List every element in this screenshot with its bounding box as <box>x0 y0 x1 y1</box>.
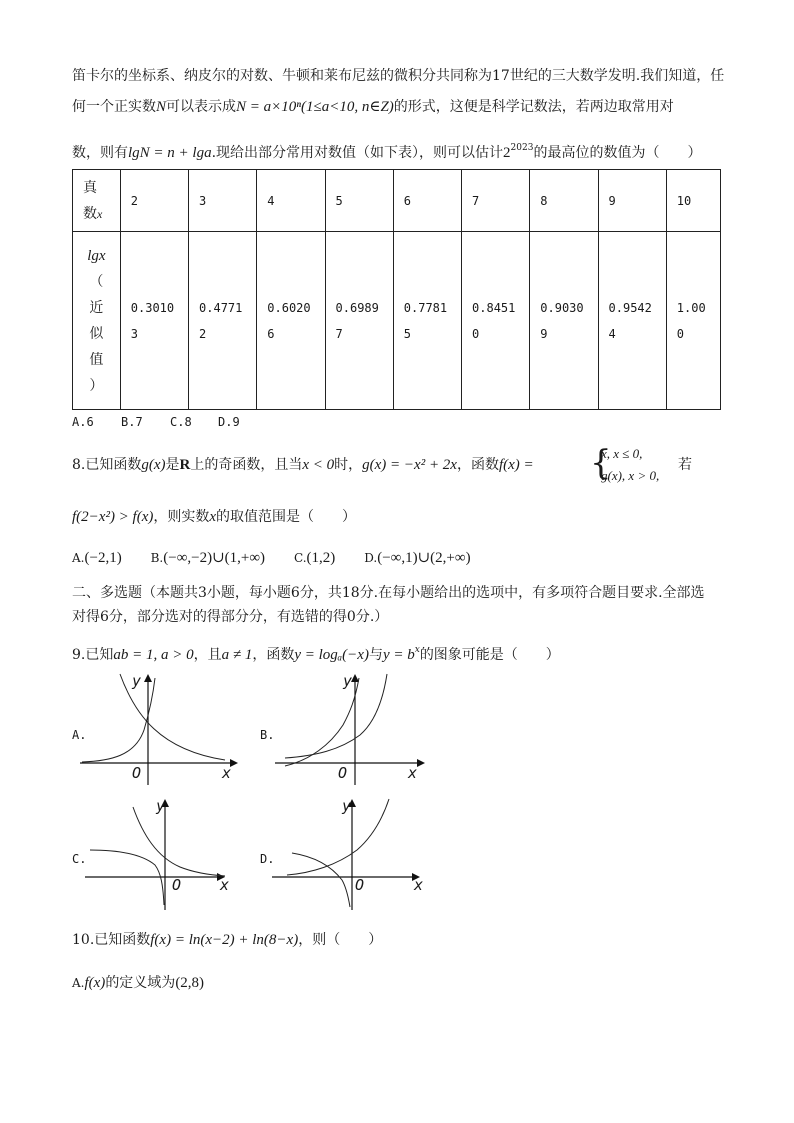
axis-x-label: x <box>222 764 232 782</box>
q7-option-b[interactable]: B.7 <box>121 415 143 429</box>
q9-graph-d[interactable] <box>272 795 432 910</box>
axis-y-label: y <box>156 797 166 815</box>
intro-line-1: 笛卡尔的坐标系、纳皮尔的对数、牛顿和莱布尼兹的微积分共同称为17世纪的三大数学发明.我们知道，任 <box>72 68 725 84</box>
origin-label: O <box>172 876 182 894</box>
q8-stem-line-1: 8.已知函数g(x)是R上的奇函数，且当x < 0时，g(x) = −x² + 2x，函数f(x) = <box>72 457 534 473</box>
table-cell: 0.9542 4 <box>598 232 666 410</box>
piecewise-case-1: x, x ≤ 0, <box>601 446 643 461</box>
log-table <box>72 169 721 410</box>
table-cell: 6 <box>393 170 461 232</box>
table-cell: 5 <box>325 170 393 232</box>
table-cell: 0.6989 7 <box>325 232 393 410</box>
table-cell: 0.7781 5 <box>393 232 461 410</box>
table-row-x <box>73 170 721 232</box>
q7-option-d[interactable]: D.9 <box>218 415 240 429</box>
origin-label: O <box>132 764 142 782</box>
table-cell: 3 <box>189 170 257 232</box>
axis-y-label: y <box>132 672 142 690</box>
table-cell: 10 <box>666 170 720 232</box>
q9-option-c-label[interactable]: C. <box>72 852 87 866</box>
table-cell: 1.00 0 <box>666 232 720 410</box>
table-header-lg: lgx （ 近 似 值 ） <box>73 232 121 410</box>
q8-option-c[interactable]: C.(1,2) <box>293 550 336 566</box>
table-header-x: 真 数x <box>73 170 121 232</box>
table-cell: 2 <box>120 170 188 232</box>
log-formula: lgN = n + lga <box>128 145 212 161</box>
section2-heading-line-1: 二、多选题（本题共3小题，每小题6分，共18分.在每小题给出的选项中，有多项符合题目要求.全部选 <box>72 585 705 601</box>
table-cell: 4 <box>257 170 325 232</box>
axis-y-label: y <box>343 672 353 690</box>
intro-line-2: 何一个正实数N可以表示成N = a×10ⁿ(1≤a<10, n∈Z)的形式，这便是科学记数法，若两边取常用对 <box>72 99 674 115</box>
table-cell: 8 <box>530 170 598 232</box>
q9-stem: 9.已知ab = 1, a > 0，且a ≠ 1，函数y = logₐ(−x)与$y = b^x$的图象可能是（ ） <box>72 645 560 663</box>
q9-option-b-label[interactable]: B. <box>260 728 275 742</box>
q9-option-d-label[interactable]: D. <box>260 852 275 866</box>
q9-option-a-label[interactable]: A. <box>72 728 87 742</box>
table-row-lg <box>73 232 721 410</box>
intro-line-3: 数，则有lgN = n + lga.现给出部分常用对数值（如下表），则可以估计$2^{2023}$的最高位的数值为（ ） <box>72 143 702 161</box>
q8-options <box>72 548 471 568</box>
q8-option-a[interactable]: A.(−2,1) <box>72 550 122 566</box>
table-cell: 7 <box>462 170 530 232</box>
q8-option-b[interactable]: B.(−∞,−2)∪(1,+∞) <box>150 550 266 566</box>
q8-stem-line-2: f(2−x²) > f(x)，则实数x的取值范围是（ ） <box>72 509 357 525</box>
axis-y-label: y <box>342 797 352 815</box>
q7-option-a[interactable]: A.6 <box>72 415 94 429</box>
table-cell: 0.3010 3 <box>120 232 188 410</box>
origin-label: O <box>338 764 348 782</box>
table-cell: 0.8451 0 <box>462 232 530 410</box>
axis-x-label: x <box>220 876 230 894</box>
q8-ruo: 若 <box>678 457 692 473</box>
q7-option-c[interactable]: C.8 <box>170 415 192 429</box>
table-cell: 0.4771 2 <box>189 232 257 410</box>
table-cell: 0.9030 9 <box>530 232 598 410</box>
q10-stem: 10.已知函数f(x) = ln(x−2) + ln(8−x)，则（ ） <box>72 932 383 948</box>
piecewise-brace: { <box>590 443 612 483</box>
q9-graph-a[interactable] <box>80 670 240 785</box>
table-cell: 9 <box>598 170 666 232</box>
section2-heading-line-2: 对得6分，部分选对的得部分分，有选错的得0分.） <box>72 609 389 625</box>
origin-label: O <box>355 876 365 894</box>
axis-x-label: x <box>408 764 418 782</box>
table-cell: 0.6020 6 <box>257 232 325 410</box>
scientific-notation-formula: N = a×10ⁿ(1≤a<10, n∈Z) <box>236 99 394 115</box>
q8-option-d[interactable]: D.(−∞,1)∪(2,+∞) <box>364 550 471 566</box>
axis-x-label: x <box>414 876 424 894</box>
piecewise-case-2: g(x), x > 0, <box>601 468 660 483</box>
q10-option-a[interactable]: A.f(x)的定义域为(2,8) <box>72 975 205 991</box>
